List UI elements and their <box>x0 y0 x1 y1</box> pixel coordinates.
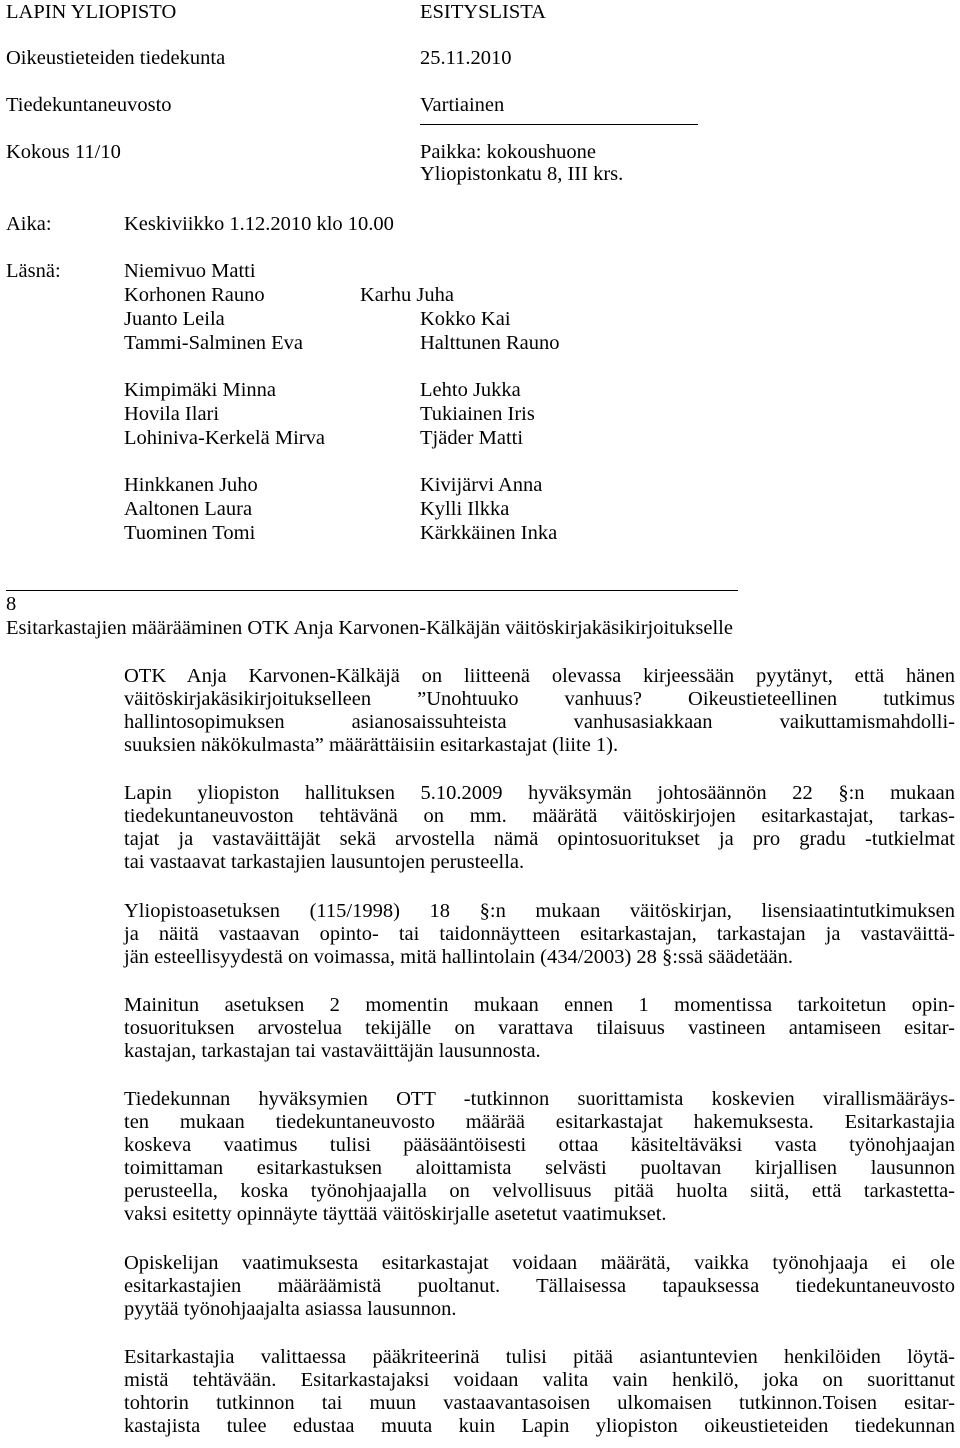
time-label: Aika: <box>6 213 52 235</box>
paragraph-line: Mainitun asetuksen 2 momentin mukaan ennen 1 momentissa tarkoitetun opin- <box>124 994 955 1016</box>
university-name: LAPIN YLIOPISTO <box>6 1 177 23</box>
paragraph-line: tai vastaavat tarkastajien lausuntojen perusteella. <box>124 851 525 873</box>
author-name: Vartiainen <box>420 94 505 116</box>
paragraph-line: pyytää työnohjaajalta asiassa lausunnon. <box>124 1298 457 1320</box>
paragraph-line: suuksien näkökulmasta” määrättäisiin esitarkastajat (liite 1). <box>124 734 619 756</box>
paragraph-line: hallintosopimuksen asianosaissuhteista vanhusasiakkaan vaikuttamismahdolli- <box>124 711 955 733</box>
council-name: Tiedekuntaneuvosto <box>6 94 172 116</box>
paragraph-line: tosuorituksen arvostelua tekijälle on varattava tilaisuus vastineen antamiseen esitar- <box>124 1017 955 1039</box>
paragraph-line: ten mukaan tiedekuntaneuvosto määrää esitarkastajat hakemuksesta. Esitarkastajia <box>124 1111 955 1133</box>
attendee: Lehto Jukka <box>420 379 521 401</box>
header-rule <box>420 124 698 125</box>
body-paragraph <box>124 1088 955 1226</box>
paragraph-line: Yliopistoasetuksen (115/1998) 18 §:n mukaan väitöskirjan, lisensiaatintutkimuksen <box>124 900 955 922</box>
body-paragraph <box>124 900 955 969</box>
attendee: Kärkkäinen Inka <box>420 522 558 544</box>
paragraph-line: Esitarkastajia valittaessa pääkriteerinä tulisi pitää asiantuntevien henkilöiden löytä- <box>124 1346 955 1368</box>
paragraph-line: esitarkastajien määräämistä puoltanut. Tällaisessa tapauksessa tiedekuntaneuvosto <box>124 1275 955 1297</box>
body-paragraph <box>124 782 955 874</box>
item-title: Esitarkastajien määrääminen OTK Anja Karvonen-Kälkäjän väitöskirjakäsikirjoitukselle <box>6 617 733 639</box>
body-paragraph <box>124 994 955 1063</box>
faculty-name: Oikeustieteiden tiedekunta <box>6 47 226 69</box>
attendee: Kokko Kai <box>420 308 511 330</box>
attendee: Lohiniva-Kerkelä Mirva <box>124 427 325 449</box>
paragraph-line: Opiskelijan vaatimuksesta esitarkastajat voidaan määrätä, vaikka työnohjaaja ei ole <box>124 1252 955 1274</box>
attendee: Korhonen Rauno <box>124 284 265 306</box>
document-type: ESITYSLISTA <box>420 1 546 23</box>
attendee: Niemivuo Matti <box>124 260 256 282</box>
present-label: Läsnä: <box>6 260 61 282</box>
attendee: Tukiainen Iris <box>420 403 535 425</box>
attendee: Kimpimäki Minna <box>124 379 277 401</box>
body-paragraph <box>124 665 955 757</box>
paragraph-line: OTK Anja Karvonen-Kälkäjä on liitteenä olevassa kirjeessään pyytänyt, että hänen <box>124 665 955 687</box>
paragraph-line: Tiedekunnan hyväksymien OTT -tutkinnon suorittamista koskevien virallismääräys- <box>124 1088 955 1110</box>
paragraph-line: mistä tehtävään. Esitarkastajaksi voidaan valita vain henkilö, joka on suorittanut <box>124 1369 955 1391</box>
item-number: 8 <box>6 593 17 615</box>
paragraph-line: vaksi esitetty opinnäyte täyttää väitöskirjalle asetetut vaatimukset. <box>124 1203 667 1225</box>
meeting-place: Paikka: kokoushuone <box>420 141 596 163</box>
paragraph-line: koskeva vaatimus tulisi pääsääntöisesti ottaa käsiteltäväksi vasta työnohjaajan <box>124 1134 955 1156</box>
body-paragraph <box>124 1346 955 1438</box>
paragraph-line: tajat ja vastaväittäjät sekä arvostella nämä opintosuoritukset ja pro gradu -tutkielmat <box>124 828 955 850</box>
paragraph-line: toimittaman esitarkastuksen aloittamista selvästi puoltavan kirjallisen lausunnon <box>124 1157 955 1179</box>
attendee: Tjäder Matti <box>420 427 524 449</box>
attendee: Juanto Leila <box>124 308 225 330</box>
attendee: Hovila Ilari <box>124 403 220 425</box>
paragraph-line: jän esteellisyydestä on voimassa, mitä hallintolain (434/2003) 28 §:ssä säädetään. <box>124 946 793 968</box>
item-rule <box>6 590 738 591</box>
attendee: Kylli Ilkka <box>420 498 510 520</box>
attendee: Kivijärvi Anna <box>420 474 543 496</box>
paragraph-line: tiedekuntaneuvoston tehtävänä on mm. määrätä väitöskirjojen esitarkastajat, tarkas- <box>124 805 955 827</box>
paragraph-line: väitöskirjakäsikirjoitukselleen ”Unohtuuko vanhuus? Oikeustieteellinen tutkimus <box>124 688 955 710</box>
attendee: Karhu Juha <box>360 284 454 306</box>
attendee: Tuominen Tomi <box>124 522 256 544</box>
paragraph-line: kastajan, tarkastajan tai vastaväittäjän lausunnosta. <box>124 1040 541 1062</box>
paragraph-line: perusteella, koska työnohjaajalla on velvollisuus pitää huolta siitä, että tarkastetta- <box>124 1180 955 1202</box>
time-value: Keskiviikko 1.12.2010 klo 10.00 <box>124 213 394 235</box>
attendee: Halttunen Rauno <box>420 332 560 354</box>
meeting-address: Yliopistonkatu 8, III krs. <box>420 163 624 185</box>
attendee: Aaltonen Laura <box>124 498 253 520</box>
paragraph-line: kastajista tulee edustaa muuta kuin Lapin yliopiston oikeustieteiden tiedekunnan <box>124 1415 955 1437</box>
meeting-number: Kokous 11/10 <box>6 141 121 163</box>
body-paragraph <box>124 1252 955 1321</box>
attendee: Hinkkanen Juho <box>124 474 258 496</box>
paragraph-line: tohtorin tutkinnon tai muun vastaavantasoisen ulkomaisen tutkinnon.Toisen esitar- <box>124 1392 955 1414</box>
paragraph-line: ja näitä vastaavan opinto- tai taidonnäytteen esitarkastajan, tarkastajan ja vastaväittä- <box>124 923 955 945</box>
paragraph-line: Lapin yliopiston hallituksen 5.10.2009 hyväksymän johtosäännön 22 §:n mukaan <box>124 782 955 804</box>
document-date: 25.11.2010 <box>420 47 512 69</box>
attendee: Tammi-Salminen Eva <box>124 332 304 354</box>
